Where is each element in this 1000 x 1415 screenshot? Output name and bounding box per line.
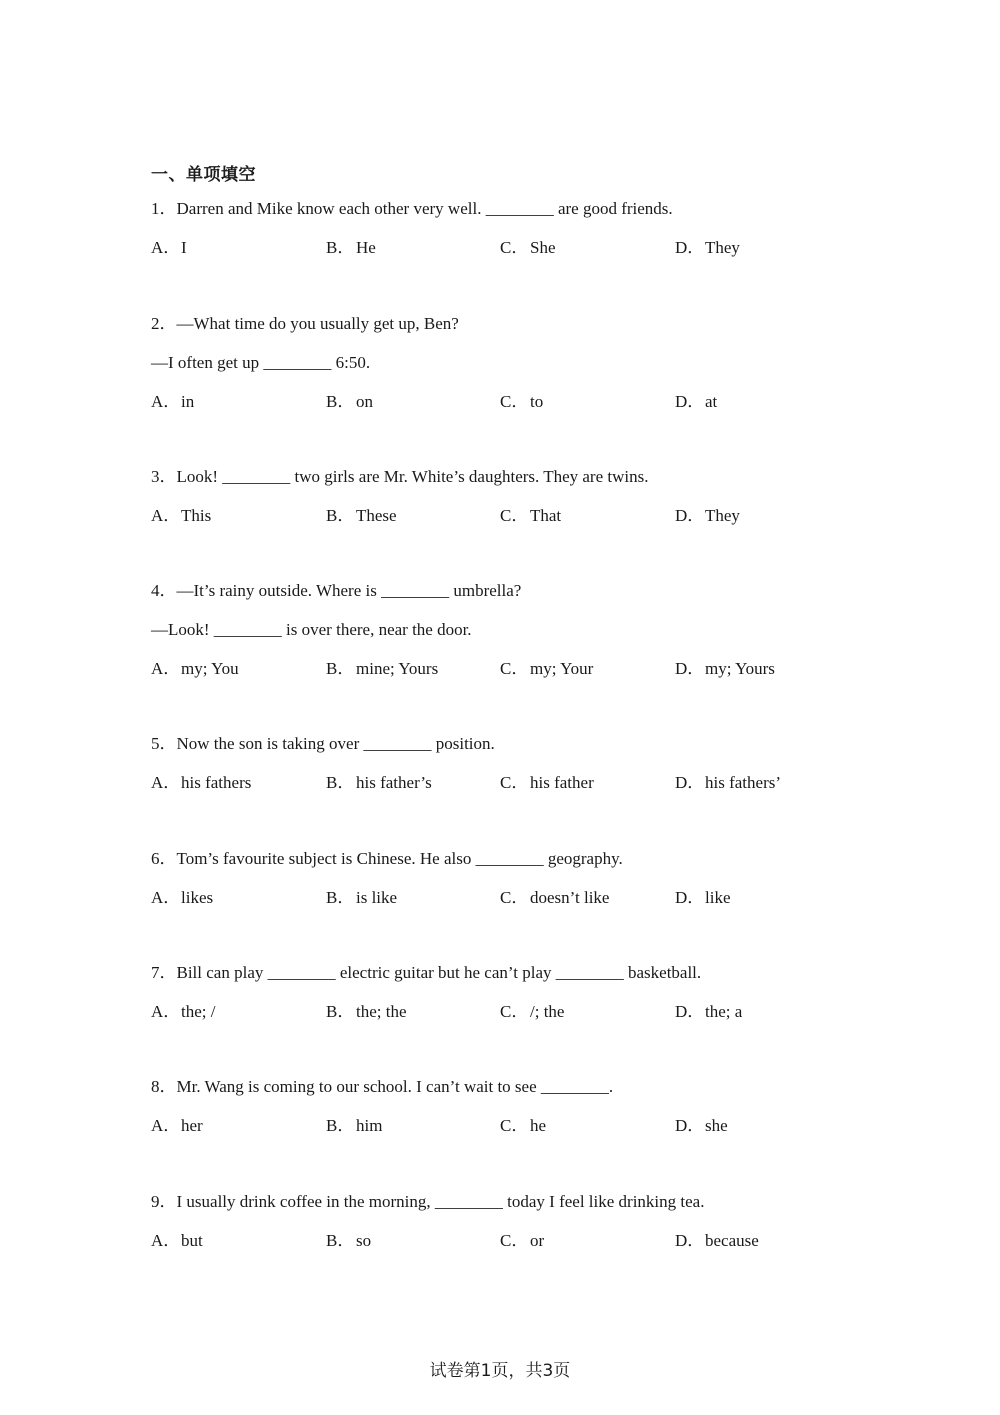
question-text-line-2: —Look! ________ is over there, near the door.: [151, 620, 472, 639]
option-b[interactable]: [326, 238, 376, 258]
option-text: she: [705, 1116, 728, 1135]
question-6: [151, 849, 851, 908]
option-c[interactable]: [500, 888, 609, 908]
option-letter: C．: [500, 392, 529, 411]
question-stem: [151, 199, 851, 219]
question-number: 2．: [151, 314, 177, 333]
option-letter: B．: [326, 238, 355, 257]
question-9: [151, 1192, 851, 1251]
option-text: I: [181, 238, 187, 257]
option-text: mine; Yours: [356, 659, 439, 678]
option-letter: C．: [500, 659, 529, 678]
option-a[interactable]: [151, 1231, 203, 1251]
option-b[interactable]: [326, 1002, 407, 1022]
question-stem: [151, 1192, 851, 1212]
option-a[interactable]: [151, 506, 211, 526]
option-b[interactable]: [326, 506, 397, 526]
option-letter: A．: [151, 659, 181, 678]
option-c[interactable]: [500, 773, 594, 793]
question-text: Now the son is taking over ________ position.: [176, 734, 495, 753]
question-number: 5．: [151, 734, 177, 753]
option-b[interactable]: [326, 888, 397, 908]
option-text: like: [705, 888, 731, 907]
option-text: is like: [356, 888, 398, 907]
option-letter: D．: [675, 1231, 705, 1250]
option-text: her: [181, 1116, 203, 1135]
option-c[interactable]: [500, 659, 593, 679]
option-text: my; You: [181, 659, 239, 678]
option-letter: D．: [675, 659, 705, 678]
question-number: 3．: [151, 467, 177, 486]
question-7: [151, 963, 851, 1022]
option-text: He: [356, 238, 376, 257]
option-a[interactable]: [151, 659, 239, 679]
option-letter: D．: [675, 506, 705, 525]
option-text: or: [530, 1231, 545, 1250]
option-letter: C．: [500, 1231, 529, 1250]
option-a[interactable]: [151, 888, 213, 908]
question-number: 4．: [151, 581, 177, 600]
question-stem: [151, 314, 851, 334]
question-number: 7．: [151, 963, 177, 982]
option-letter: A．: [151, 238, 181, 257]
question-text: Tom’s favourite subject is Chinese. He also ________ geography.: [176, 849, 623, 868]
option-text: his fathers’: [705, 773, 782, 792]
question-stem: [151, 734, 851, 754]
option-text: my; Your: [530, 659, 594, 678]
option-text: This: [181, 506, 212, 525]
option-text: likes: [181, 888, 214, 907]
option-d[interactable]: [675, 1002, 742, 1022]
option-letter: B．: [326, 1002, 355, 1021]
option-letter: D．: [675, 1116, 705, 1135]
option-letter: A．: [151, 1231, 181, 1250]
question-stem: [151, 1077, 851, 1097]
option-row: [151, 1231, 851, 1251]
option-text: on: [356, 392, 373, 411]
option-d[interactable]: [675, 1231, 759, 1251]
question-stem: [151, 963, 851, 983]
option-d[interactable]: [675, 392, 717, 412]
option-b[interactable]: [326, 392, 373, 412]
option-letter: B．: [326, 659, 355, 678]
option-d[interactable]: [675, 659, 775, 679]
option-row: [151, 888, 851, 908]
option-letter: B．: [326, 1231, 355, 1250]
option-text: They: [705, 506, 740, 525]
option-b[interactable]: [326, 773, 432, 793]
option-b[interactable]: [326, 1116, 382, 1136]
question-number: 6．: [151, 849, 177, 868]
option-text: his father’s: [356, 773, 432, 792]
option-c[interactable]: [500, 1231, 544, 1251]
option-text: /; the: [530, 1002, 565, 1021]
option-text: to: [530, 392, 544, 411]
option-text: so: [356, 1231, 372, 1250]
question-stem: [151, 849, 851, 869]
option-text: That: [530, 506, 562, 525]
option-row: [151, 1002, 851, 1022]
option-text: the; /: [181, 1002, 216, 1021]
question-8: [151, 1077, 851, 1136]
question-text: —It’s rainy outside. Where is ________ umbrella?: [176, 581, 522, 600]
question-number: 1．: [151, 199, 177, 218]
option-text: the; the: [356, 1002, 407, 1021]
question-text: —What time do you usually get up, Ben?: [176, 314, 459, 333]
option-text: in: [181, 392, 195, 411]
option-letter: C．: [500, 1002, 529, 1021]
question-text: Bill can play ________ electric guitar but he can’t play ________ basketball.: [176, 963, 702, 982]
question-2: [151, 314, 851, 412]
option-a[interactable]: [151, 1002, 215, 1022]
option-d[interactable]: [675, 506, 740, 526]
option-a[interactable]: [151, 238, 187, 258]
section-title: 一、单项填空: [151, 165, 256, 185]
option-letter: D．: [675, 1002, 705, 1021]
option-row: [151, 1116, 851, 1136]
option-letter: D．: [675, 238, 705, 257]
option-text: him: [356, 1116, 383, 1135]
option-a[interactable]: [151, 773, 251, 793]
option-a[interactable]: [151, 1116, 203, 1136]
option-letter: D．: [675, 773, 705, 792]
option-letter: C．: [500, 773, 529, 792]
option-text: my; Yours: [705, 659, 775, 678]
question-3: [151, 467, 851, 526]
option-letter: C．: [500, 888, 529, 907]
option-text: They: [705, 238, 740, 257]
option-row: [151, 392, 851, 412]
question-1: [151, 199, 851, 258]
option-b[interactable]: [326, 659, 438, 679]
question-stem: [151, 581, 851, 601]
option-c[interactable]: [500, 1116, 546, 1136]
option-letter: B．: [326, 392, 355, 411]
question-text: Mr. Wang is coming to our school. I can’t wait to see ________.: [176, 1077, 614, 1096]
option-row: [151, 659, 851, 679]
option-letter: B．: [326, 506, 355, 525]
option-d[interactable]: [675, 238, 740, 258]
question-text: Look! ________ two girls are Mr. White’s daughters. They are twins.: [176, 467, 649, 486]
option-d[interactable]: [675, 888, 731, 908]
option-letter: C．: [500, 506, 529, 525]
option-letter: A．: [151, 392, 181, 411]
option-c[interactable]: [500, 506, 561, 526]
question-4: [151, 581, 851, 679]
option-letter: D．: [675, 888, 705, 907]
option-text: These: [356, 506, 397, 525]
option-c[interactable]: [500, 238, 556, 258]
option-a[interactable]: [151, 392, 194, 412]
option-text: because: [705, 1231, 759, 1250]
option-letter: A．: [151, 1002, 181, 1021]
option-c[interactable]: [500, 1002, 564, 1022]
question-text: I usually drink coffee in the morning, ________ today I feel like drinking tea.: [176, 1192, 705, 1211]
option-letter: A．: [151, 888, 181, 907]
question-text: Darren and Mike know each other very well. ________ are good friends.: [176, 199, 673, 218]
option-row: [151, 773, 851, 793]
option-letter: C．: [500, 238, 529, 257]
option-text: doesn’t like: [530, 888, 610, 907]
page-footer: 试卷第1页，共3页: [429, 1361, 571, 1381]
option-letter: D．: [675, 392, 705, 411]
option-letter: B．: [326, 888, 355, 907]
option-text: She: [530, 238, 556, 257]
option-letter: B．: [326, 1116, 355, 1135]
option-text: at: [705, 392, 718, 411]
question-stem: [151, 467, 851, 487]
option-letter: A．: [151, 1116, 181, 1135]
option-b[interactable]: [326, 1231, 371, 1251]
option-letter: C．: [500, 1116, 529, 1135]
question-number: 9．: [151, 1192, 177, 1211]
question-5: [151, 734, 851, 793]
question-number: 8．: [151, 1077, 177, 1096]
option-row: [151, 506, 851, 526]
option-letter: A．: [151, 506, 181, 525]
option-text: the; a: [705, 1002, 743, 1021]
option-row: [151, 238, 851, 258]
option-letter: A．: [151, 773, 181, 792]
option-c[interactable]: [500, 392, 543, 412]
option-text: his father: [530, 773, 594, 792]
option-letter: B．: [326, 773, 355, 792]
option-d[interactable]: [675, 773, 781, 793]
option-text: he: [530, 1116, 547, 1135]
option-d[interactable]: [675, 1116, 728, 1136]
question-text-line-2: —I often get up ________ 6:50.: [151, 353, 371, 372]
option-text: his fathers: [181, 773, 252, 792]
option-text: but: [181, 1231, 203, 1250]
